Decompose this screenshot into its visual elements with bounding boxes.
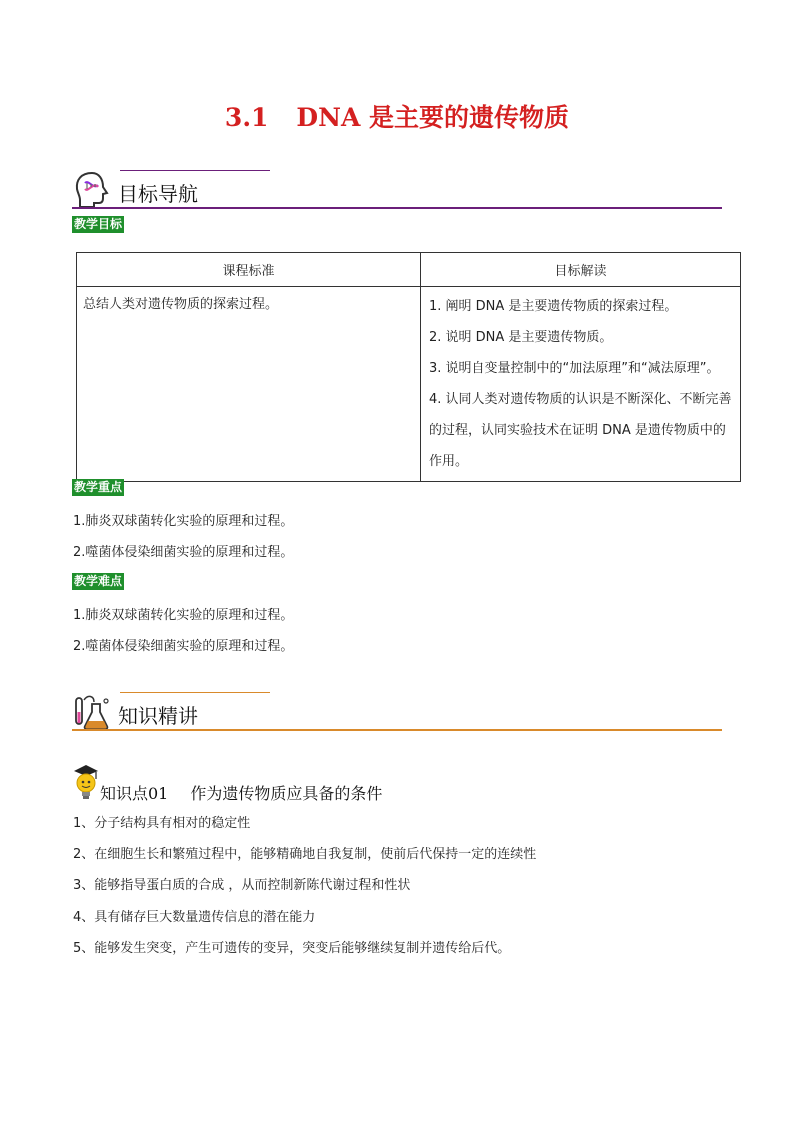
goal-item: 4. 认同人类对遗传物质的认识是不断深化、不断完善的过程，认同实验技术在证明 DNA 是遗传物质中的作用。 <box>429 392 732 469</box>
page-title <box>0 98 794 134</box>
header-overline <box>120 692 270 693</box>
goal-item: 1. 阐明 DNA 是主要遗传物质的探索过程。 <box>429 299 678 314</box>
badge-teaching-goal: 教学目标 <box>74 217 123 231</box>
key-point-item: 1.肺炎双球菌转化实验的原理和过程。 <box>73 514 294 529</box>
header-underline <box>72 207 722 209</box>
section-title: 知识精讲 <box>118 704 198 728</box>
badge-difficulties: 教学难点 <box>74 574 123 588</box>
table-cell-goals <box>421 287 741 482</box>
header-overline <box>120 170 270 171</box>
section-header-goals <box>72 170 722 212</box>
list-item: 4、具有储存巨大数量遗传信息的潜在能力 <box>73 910 316 925</box>
list-item: 5、能够发生突变，产生可遗传的变异，突变后能够继续复制并遗传给后代。 <box>73 941 511 956</box>
knowledge-point-title <box>100 781 382 804</box>
list-item: 3、能够指导蛋白质的合成 ，从而控制新陈代谢过程和性状 <box>73 878 411 893</box>
key-point-item: 2.噬菌体侵染细菌实验的原理和过程。 <box>73 545 294 560</box>
goal-item: 3. 说明自变量控制中的“加法原理”和“减法原理”。 <box>429 361 720 376</box>
header-underline <box>72 729 722 731</box>
section-title: 目标导航 <box>118 182 198 206</box>
section-header-knowledge <box>72 692 722 734</box>
goals-table <box>76 252 741 482</box>
list-item: 2、在细胞生长和繁殖过程中，能够精确地自我复制，使前后代保持一定的连续性 <box>73 847 537 862</box>
difficulty-item: 1.肺炎双球菌转化实验的原理和过程。 <box>73 608 294 623</box>
title-text: DNA 是主要的遗传物质 <box>296 103 570 132</box>
brain-icon <box>72 170 112 210</box>
table-header-interpretation: 目标解读 <box>421 253 741 287</box>
table-cell-standard: 总结人类对遗传物质的探索过程。 <box>77 287 421 482</box>
table-row <box>77 287 741 482</box>
lab-flask-icon <box>72 692 112 732</box>
knowledge-point-text: 作为遗传物质应具备的条件 <box>190 784 383 803</box>
table-header-row <box>77 253 741 287</box>
difficulty-item: 2.噬菌体侵染细菌实验的原理和过程。 <box>73 639 294 654</box>
title-number: 3.1 <box>224 103 269 132</box>
knowledge-point-number: 知识点01 <box>100 784 169 803</box>
goal-item: 2. 说明 DNA 是主要遗传物质。 <box>429 330 613 345</box>
lightbulb-graduate-icon <box>72 763 100 801</box>
badge-key-points: 教学重点 <box>74 480 123 494</box>
list-item: 1、分子结构具有相对的稳定性 <box>73 816 251 831</box>
table-header-standard: 课程标准 <box>77 253 421 287</box>
